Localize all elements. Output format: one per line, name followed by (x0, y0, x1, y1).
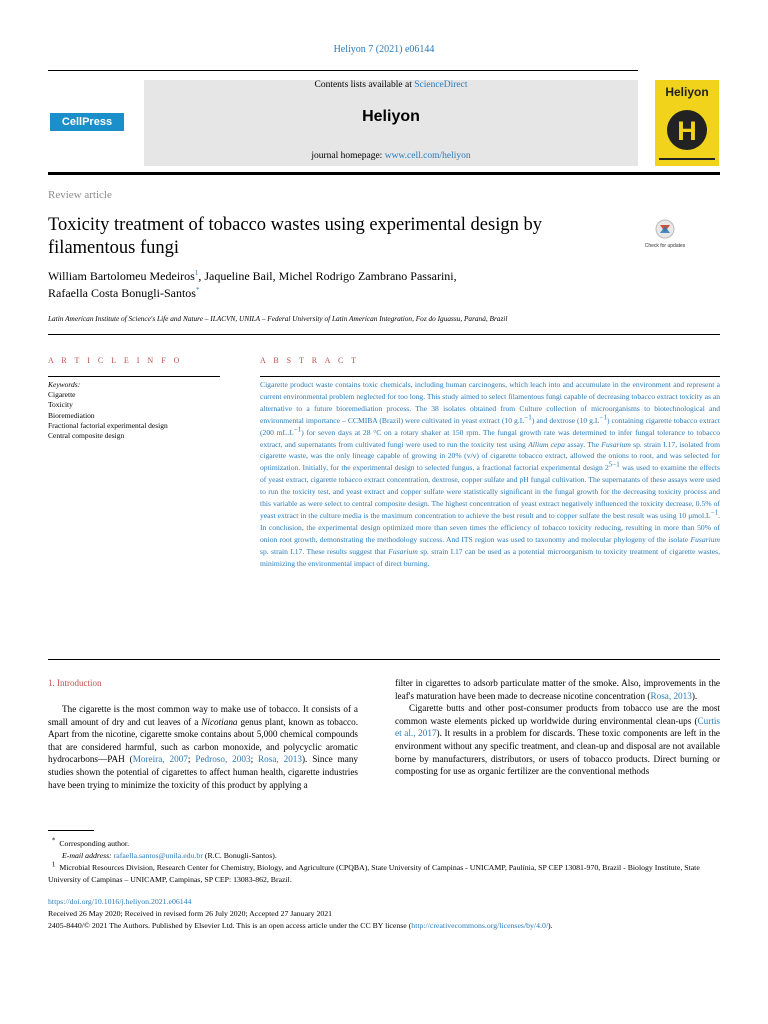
abstract-run: sp. strain I.17, isolated from cigarette waste, was the only lineage capable of growing in 20% (v/v) of cigarette tobacco extract, allowed the onions to root, and was selected for optimization. Initially, for the experimental design to selected fungus, a fractional factorial experimental design 2 (260, 439, 721, 473)
contents-line (144, 80, 638, 90)
abstract-run: Cigarette product waste contains toxic chemicals, including human carcinogens, which leach into and accumulate in the environment and represent a current environmental problem neglected for too long. This study aimed to select filamentous fungi capable of decreasing tobacco extract toxicity as an alternative to a future bioremediation process. The 38 isolates obtained from Culture collection of microorganisms to biotechnological and environmental importance – CCMIBA (Brazil) were cultivated in yeast extract (10 g.L (260, 380, 720, 425)
affiliation-rule (48, 334, 720, 335)
cover-letter: H (677, 116, 697, 146)
abstract-run: sp. strain I.17. These results suggest that (260, 546, 389, 556)
introduction-heading: 1. Introduction (48, 678, 102, 688)
journal-cover-art (655, 80, 719, 166)
keyword-item: Central composite design (48, 431, 125, 441)
abstract-run: was used to examine the effects of yeast extract, cigarette tobacco extract concentration, dextrose, copper sulfate and pH fungal cultivation. The supernatants of these assays were used to run the toxicity test, and yeast extract and copper sulfate were statistically significant in the fungal growth for the decreasing toxicity process and this variable as were select to central composite design. The highest concentration of yeast extract negatively influenced the toxicity decrease, 0.5% of yeast extract in the culture media is the maximum concentration to achieve the best result and to copper sulfate the best result was using 10 μmol.L (260, 463, 720, 520)
article-type: Review article (48, 189, 112, 201)
footnote-1 (48, 862, 720, 886)
abstract-run: assay. The (564, 439, 602, 449)
body-text: The cigarette is the most common way to make use of tobacco. It consists of a small amount of dry and cut leaves of a (48, 704, 358, 727)
citation-link[interactable]: Pedroso, 2003 (195, 754, 251, 765)
abstract-superscript: −1 (524, 413, 532, 422)
homepage-prefix: journal homepage: (311, 151, 385, 161)
abstract-superscript: −1 (293, 425, 302, 434)
license-link[interactable]: http://creativecommons.org/licenses/by/4.0/ (411, 921, 549, 930)
cellpress-badge (50, 113, 124, 131)
author-2-3: , Jaqueline Bail, Michel Rodrigo Zambrano Passarini, (198, 269, 457, 283)
footnote-text: Microbial Resources Division, Research Center for Chemistry, Biology, and Agriculture (CPQBA), State University of Campinas - UNICAMP, Paulínia, SP CEP 13081-970, Brazil - Biology Institute, State University of Campinas – UNICAMP, Campinas, SP CEP: 13083-862, Brazil. (48, 863, 700, 884)
cover-title: Heliyon (665, 85, 709, 99)
body-text: ). Since many studies shown the potential of cigarettes to affect human health, cigarette industries have been trying to minimize the toxicity of this product by applying a (48, 754, 359, 790)
body-text: ). It results in a problem for discards. These toxic components are left in the environment without any specific treatment, and clean-up and disposal are not available borne by manufacturers, distributors, or users of tobacco products. Direct burning or composting for use as organic fertilizer are the conventional methods (395, 728, 720, 777)
keyword-item: Bioremediation (48, 410, 95, 420)
body-text: filter in cigarettes to adsorb particulate matter of the smoke. Also, improvements in the leaf's maturation have been made to decrease nicotine concentration ( (395, 678, 720, 701)
abstract-run: ) containing cigarette tobacco extract (200 mL.L (260, 415, 720, 437)
abstract-superscript: −1 (599, 413, 607, 422)
species-name: Nicotiana (201, 716, 238, 727)
journal-name: Heliyon (362, 108, 420, 125)
crossmark-icon (645, 217, 685, 255)
species-name: Fusarium (690, 534, 720, 544)
footnote-email (48, 850, 720, 862)
article-dates: Received 26 May 2020; Received in revised form 26 July 2020; Accepted 27 January 2021 (48, 909, 333, 918)
author-list (48, 268, 648, 302)
cellpress-logo-text: CellPress (61, 116, 113, 128)
species-name: Allium cepa (528, 439, 565, 449)
abstract-run: ) and dextrose (10 g.L (531, 415, 600, 425)
keyword-item: Fractional factorial experimental design (48, 420, 168, 430)
contents-prefix: Contents lists available at (314, 80, 415, 90)
footnote-rule (48, 830, 94, 831)
body-text: ). (691, 690, 698, 701)
intro-left-column (48, 703, 358, 791)
crossmark-label: Check for updates (645, 243, 685, 249)
masthead-rule (48, 172, 720, 175)
species-name: Fusarium (388, 546, 418, 556)
author-4[interactable]: Rafaella Costa Bonugli-Santos (48, 286, 196, 300)
article-title: Toxicity treatment of tobacco wastes using experimental design by filamentous fungi (48, 215, 542, 258)
corresponding-author-mark[interactable]: * (195, 286, 200, 294)
publisher-logo (48, 80, 126, 166)
citation-link[interactable]: Rosa, 2013 (650, 690, 692, 701)
citation-link[interactable]: Curtis et al., 2017 (395, 715, 720, 739)
abstract-run: sp. strain I.17 can be used as a potential microorganism to toxicity treatment of cigarette wastes, minimizing the environmental impact of direct burning. (260, 546, 720, 568)
citation-link[interactable]: Moreira, 2007 (132, 754, 188, 765)
affiliation: Latin American Institute of Science's Life and Nature – ILACVN, UNILA – Federal University of Latin American Integration, Foz do Iguassu, Paraná, Brazil (48, 314, 508, 323)
footnote-corresponding (48, 838, 720, 850)
footnote-text: Corresponding author. (59, 839, 130, 848)
license-text: ). (548, 921, 553, 930)
author-1[interactable]: William Bartolomeu Medeiros (48, 269, 195, 283)
abstract-bottom-rule (48, 659, 720, 660)
license-text: 2405-8440/© 2021 The Authors. Published by Elsevier Ltd. This is an open access article under the CC BY license ( (48, 921, 412, 930)
abstract-run: . In conclusion, the experimental design optimized more than seven times the efficiency of tobacco toxicity reducing, resulting in more than 50% of onion root growth, demonstrating the methodology success. And ITS region was used to taxonomy and molecular phylogeny of the isolate (260, 510, 720, 544)
email-label: E-mail address: (62, 851, 114, 860)
author-1-affil-mark[interactable]: 1 (194, 269, 199, 277)
footnotes (48, 838, 720, 886)
email-link[interactable]: rafaella.santos@unila.edu.br (113, 851, 203, 860)
abstract-superscript: 5−1 (608, 460, 620, 469)
abstract-heading: A B S T R A C T (260, 356, 360, 365)
check-for-updates-badge[interactable] (645, 217, 685, 255)
intro-right-column (395, 677, 720, 778)
keywords-label: Keywords: (48, 380, 81, 389)
sciencedirect-link[interactable]: ScienceDirect (414, 80, 468, 90)
abstract-text (260, 379, 720, 570)
license-line (48, 920, 728, 932)
article-info-rule (48, 376, 220, 377)
body-text: Cigarette butts and other post-consumer products from tobacco use are the most common waste elements picked up worldwide during environmental clean-ups ( (395, 703, 720, 726)
abstract-superscript: −1 (710, 508, 719, 517)
body-text: genus plant, known as tobacco. Apart from the nicotine, cigarette smoke contains about 5,000 chemical compounds that are considered harmful, such as carbon monoxide, and polycyclic aromatic hydrocarbons—PAH ( (48, 716, 358, 765)
abstract-run: ) for seven days at 28 °C on a rotary shaker at 150 rpm. The fungal growth rate was determined to infer fungal tolerance to tobacco extract, and supernatants from cultivated fungi were used to run the toxicity test using (260, 427, 720, 449)
keywords-block (48, 380, 220, 441)
homepage-link[interactable]: www.cell.com/heliyon (384, 151, 471, 161)
paragraph (395, 702, 720, 778)
footnote-mark: * (51, 836, 56, 845)
article-footer (48, 896, 728, 932)
header-rule (48, 70, 638, 71)
article-info-heading: A R T I C L E I N F O (48, 356, 183, 365)
species-name: Fusarium (601, 439, 631, 449)
body-text: ; (250, 754, 259, 765)
citation-link[interactable]: Rosa, 2013 (258, 754, 302, 765)
keyword-item: Cigarette (48, 390, 76, 400)
journal-cover (655, 80, 719, 166)
footnote-text: (R.C. Bonugli-Santos). (202, 851, 277, 860)
keyword-item: Toxicity (48, 400, 73, 410)
body-text: ; (187, 754, 196, 765)
homepage-line (144, 151, 638, 161)
footnote-mark: 1 (51, 860, 56, 869)
journal-citation[interactable]: Heliyon 7 (2021) e06144 (333, 44, 435, 55)
paragraph (395, 677, 720, 702)
doi-link[interactable]: https://doi.org/10.1016/j.heliyon.2021.e06144 (48, 897, 192, 906)
abstract-rule (260, 376, 720, 377)
